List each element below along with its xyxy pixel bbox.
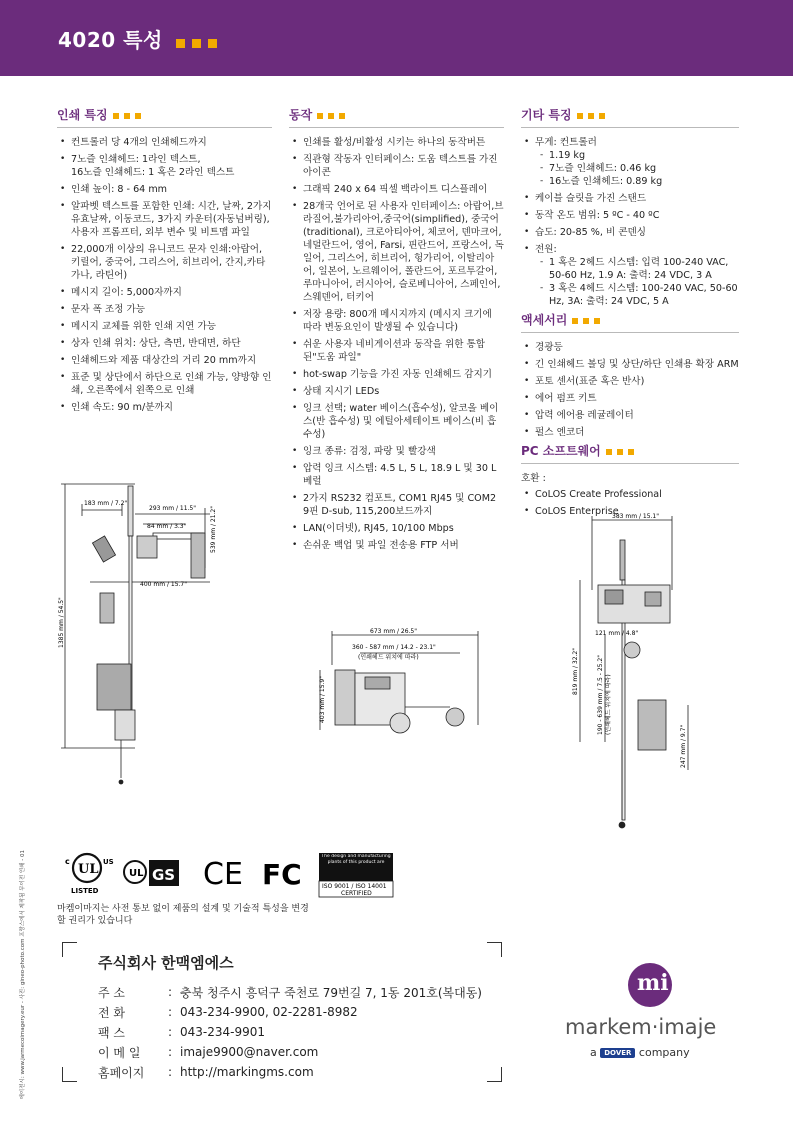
- dim-360-587mm: 360 - 587 mm / 14.2 - 23.1": [352, 644, 436, 651]
- contact-row-address: 주 소 : 충북 청주시 흥덕구 죽천로 79번길 7, 1동 201호(복대동): [98, 985, 482, 1000]
- list-item: • CoLOS Create Professional: [521, 488, 739, 501]
- list-item: • LAN(이더넷), RJ45, 10/100 Mbps: [289, 522, 504, 535]
- list-item: • 알파벳 텍스트를 포함한 인쇄: 시간, 날짜, 2가지 유효날짜, 이동코드, 3가지 카운터(자동넘버링), 사용자 프롬프터, 외부 변수 및 비트맵 파일: [57, 200, 272, 239]
- svg-text:GS: GS: [152, 866, 176, 884]
- dim-819mm: 819 mm / 32.2": [572, 647, 579, 695]
- list-item: • 28개국 언어로 된 사용자 인터페이스: 아랍어,브라질어,불가리아어,중국어(simplified), 중국어(traditional), 크로아티아어, 체코어, 덴마크어, 네덜란드어, 영어, Farsi, 핀란드어, 프랑스어, 독일어, 그리스어, 히브리어, 헝가리어, 이탈리아어, 일본어, 노르웨이어, 폴란드어, 포르투갈어, 루마니아어, 러시아어, 슬로베니아어, 스페인어, 스웨덴어, 터키어: [289, 200, 504, 304]
- list-item: • 직관형 작동자 인터페이스: 도움 텍스트를 가진 아이콘: [289, 153, 504, 179]
- certification-logos: [57, 850, 407, 900]
- software-compat-label: 호환 :: [521, 473, 546, 484]
- section-title-other: 기타 특징: [521, 109, 739, 128]
- change-notice: 마켐이마지는 사전 통보 없이 제품의 설계 및 기술적 특성을 변경할 권리가 있습니다: [57, 904, 309, 926]
- list-item: - 1 혹은 2헤드 시스템: 입력 100-240 VAC, 50-60 Hz, 1.9 A: 출력: 24 VDC, 3 A: [539, 256, 739, 282]
- list-item: • 습도: 20-85 %, 비 콘덴싱: [521, 226, 739, 239]
- svg-text:ISO 9001 / ISO 14001: ISO 9001 / ISO 14001: [322, 883, 387, 890]
- list-item: • 경광등: [521, 341, 739, 354]
- svg-text:UL: UL: [129, 868, 144, 879]
- dim-84mm: 84 mm / 3.3": [147, 523, 187, 530]
- list-item: • 상태 지시기 LEDs: [289, 385, 504, 398]
- fcc-logo: [262, 858, 302, 891]
- list-item: • 압력 에어용 레귤레이터: [521, 409, 739, 422]
- company-name: 주식회사 한맥엠에스: [98, 954, 234, 972]
- list-item: • 잉크 선택; water 베이스(흡수성), 알코올 베이스(반 흡수성) 및 에틸아세테이트 베이스(비 흡수성): [289, 402, 504, 441]
- list-item: - 1.19 kg: [539, 149, 739, 162]
- stand-side-drawing: [55, 478, 245, 798]
- list-item: • 그래픽 240 x 64 픽셀 백라이트 디스플레이: [289, 183, 504, 196]
- print-features: [57, 109, 272, 418]
- list-item: • 7노즐 인쇄헤드: 1라인 텍스트, 16노즐 인쇄헤드: 1 혹은 2라인 텍스트: [57, 153, 272, 179]
- dim-403mm: 403 mm / 15.9": [319, 675, 326, 723]
- list-item: - 16노즐 인쇄헤드: 0.89 kg: [539, 175, 739, 188]
- dim-400mm: 400 mm / 15.7": [140, 581, 188, 588]
- list-item: • 케이블 슬릿을 가진 스탠드: [521, 192, 739, 205]
- stand-top-drawing: [310, 625, 500, 745]
- list-item: • 인쇄헤드와 제품 대상간의 거리 20 mm까지: [57, 354, 272, 367]
- dim-673mm: 673 mm / 26.5": [370, 628, 418, 635]
- accessories-list: [521, 341, 739, 439]
- svg-text:UL: UL: [78, 862, 99, 877]
- list-item: • 포토 센서(표준 혹은 반사): [521, 375, 739, 388]
- list-item: • hot-swap 기능을 가진 자동 인쇄헤드 감지기: [289, 368, 504, 381]
- list-item: • 잉크 종류: 검정, 파랑 및 빨강색: [289, 445, 504, 458]
- list-item: • 표준 및 상단에서 하단으로 인쇄 가능, 양방향 인쇄, 오른쪽에서 왼쪽으로 인쇄: [57, 371, 272, 397]
- svg-text:CERTIFIED: CERTIFIED: [341, 890, 372, 897]
- list-item: • 펄스 엔코더: [521, 426, 739, 439]
- list-item: - 7노즐 인쇄헤드: 0.46 kg: [539, 162, 739, 175]
- dim-note: (인쇄헤드 위치에 따라): [358, 654, 419, 661]
- ul-listed-logo: [65, 854, 114, 895]
- list-item: • 인쇄 높이: 8 - 64 mm: [57, 183, 272, 196]
- contact-row-email: 이 메 일 : imaje9900@naver.com: [98, 1045, 319, 1060]
- dim-539mm: 539 mm / 21.2": [210, 505, 217, 553]
- list-item: • 에어 펌프 키트: [521, 392, 739, 405]
- list-item: • 인쇄 속도: 90 m/분까지: [57, 401, 272, 414]
- list-item: • 메시지 교체를 위한 인쇄 지연 가능: [57, 320, 272, 333]
- power-item: • 전원: - 1 혹은 2헤드 시스템: 입력 100-240 VAC, 50-60 Hz, 1.9 A: 출력: 24 VDC, 3 A - 3 혹은 4헤드 시스템: 100-240 VAC, 50-60 Hz, 3A: 출력: 24 VDC, 5 A: [521, 243, 739, 308]
- ce-mark: [203, 857, 243, 892]
- page-title: 4020 특성: [58, 28, 163, 52]
- dim-383mm: 383 mm / 15.1": [612, 513, 660, 520]
- section-title-operation: 동작: [289, 109, 504, 128]
- list-item: • 상자 인쇄 위치: 상단, 측면, 반대면, 하단: [57, 337, 272, 350]
- dover-company-line: a DOVER company: [590, 1046, 690, 1059]
- list-item: • 쉬운 사용자 네비게이션과 동작을 위한 통합된"도움 파일": [289, 338, 504, 364]
- list-item: • 손쉬운 백업 및 파일 전송용 FTP 서버: [289, 539, 504, 552]
- operation-features: [289, 109, 504, 556]
- dim-183mm: 183 mm / 7.2": [84, 500, 128, 507]
- section-title-software: PC 소프트웨어: [521, 445, 739, 464]
- svg-text:CE: CE: [203, 857, 243, 892]
- operation-list: [289, 136, 504, 552]
- dim-247mm: 247 mm / 9.7": [680, 724, 687, 768]
- dim-note: (인쇄헤드 위치에 따라): [605, 674, 612, 735]
- header-bar: [0, 0, 793, 76]
- contact-row-homepage: 홈페이지 : http://markingms.com: [98, 1065, 314, 1080]
- weight-sublist: [535, 149, 739, 188]
- other-list: [521, 136, 739, 308]
- list-item: • 문자 폭 조정 가능: [57, 303, 272, 316]
- print-list: [57, 136, 272, 414]
- stand-front-drawing: [560, 510, 700, 840]
- list-item: • CoLOS Enterprise: [521, 505, 739, 518]
- list-item: • 저장 용량: 800개 메시지까지 (메시지 크기에 따라 변동요인이 발생될 수 있습니다): [289, 308, 504, 334]
- dim-121mm: 121 mm / 4.8": [595, 630, 639, 637]
- markem-imaje-logo: [560, 955, 740, 1065]
- ul-gs-logo: [124, 860, 179, 886]
- logo-mark-icon: mi: [628, 963, 672, 1007]
- iso-certified-badge: The design and manufacturing plants of this product are ISO 9001 / ISO 14001 CERTIFIED: [319, 853, 393, 897]
- list-item: - 3 혹은 4헤드 시스템: 100-240 VAC, 50-60 Hz, 3A: 출력: 24 VDC, 5 A: [539, 282, 739, 308]
- power-sublist: [535, 256, 739, 308]
- dim-1385mm: 1385 mm / 54.5": [58, 597, 65, 648]
- list-item: • 2가지 RS232 컴포트, COM1 RJ45 및 COM2 9핀 D-sub, 115,200보드까지: [289, 492, 504, 518]
- side-credit-text: 에이전시: www.jarmecoimagery.eur - 사진: gineo-photo.com 프랑스에서 제작됨 무이전 인쇄 - 01: [20, 850, 26, 1100]
- list-item: • 22,000개 이상의 유니코드 문자 인쇄:아랍어, 키릴어, 중국어, 그리스어, 히브리어, 간지,카타가나, 라틴어): [57, 243, 272, 282]
- other-features: [521, 109, 739, 522]
- section-title-print: 인쇄 특징: [57, 109, 272, 128]
- logo-wordmark: markem·imaje: [565, 1015, 717, 1039]
- svg-text:US: US: [103, 858, 114, 866]
- section-title-accessories: 액세서리: [521, 314, 739, 333]
- svg-text:FC: FC: [262, 858, 302, 891]
- list-item: • 인쇄를 활성/비활성 시키는 하나의 동작버튼: [289, 136, 504, 149]
- dim-293mm: 293 mm / 11.5": [149, 505, 197, 512]
- company-contact: [62, 942, 502, 1082]
- contact-row-fax: 팩 스 : 043-234-9901: [98, 1025, 266, 1040]
- weight-item: • 무게: 컨트롤러 - 1.19 kg - 7노즐 인쇄헤드: 0.46 kg - 16노즐 인쇄헤드: 0.89 kg: [521, 136, 739, 188]
- list-item: • 컨트롤러 당 4개의 인쇄헤드까지: [57, 136, 272, 149]
- svg-text:c: c: [65, 857, 70, 866]
- list-item: • 동작 온도 범위: 5 ºC - 40 ºC: [521, 209, 739, 222]
- dim-190-639mm: 190 - 639 mm / 7.5 - 25.2": [597, 655, 604, 735]
- list-item: • 메시지 길이: 5,000자까지: [57, 286, 272, 299]
- list-item: • 긴 인쇄헤드 볼딩 및 상단/하단 인쇄용 확장 ARM: [521, 358, 739, 371]
- svg-text:LISTED: LISTED: [71, 887, 99, 895]
- header-squares: [176, 33, 224, 52]
- contact-row-phone: 전 화 : 043-234-9900, 02-2281-8982: [98, 1005, 358, 1020]
- list-item: • 압력 잉크 시스템: 4.5 L, 5 L, 18.9 L 및 30 L 베럴: [289, 462, 504, 488]
- contact-table: [98, 982, 482, 1082]
